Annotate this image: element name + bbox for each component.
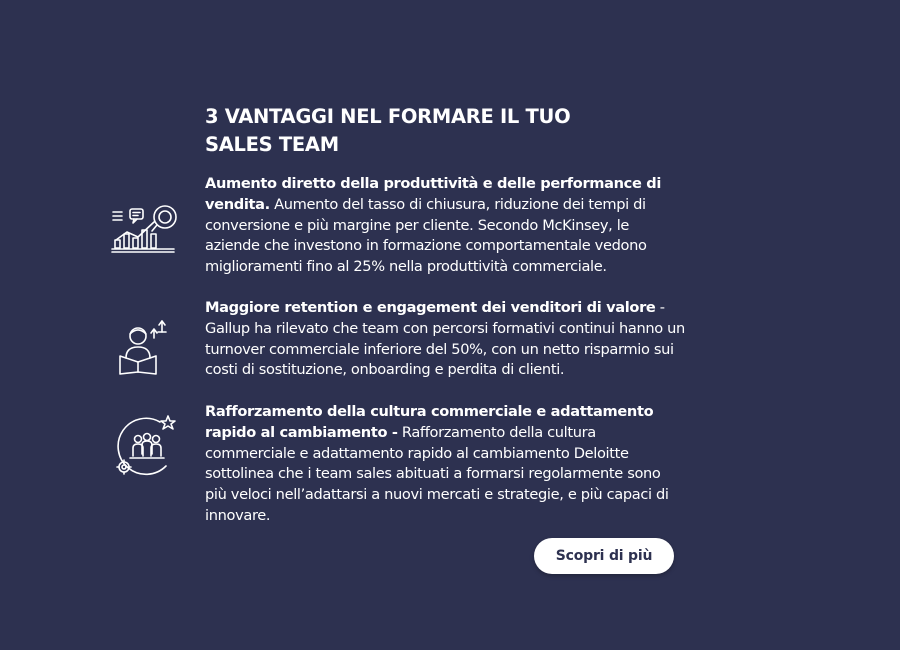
benefit-body: Aumento del tasso di chiusura, riduzione dei tempi di conversione e più margine per cliente. Secondo McKinsey, le aziende che investono in formazione comportamentale vedono miglioramenti fino al 25% nella produttività commerciale.: [205, 195, 647, 276]
benefit-body: Rafforzamento della cultura commerciale e adattamento rapido al cambiamento Deloitte sottolinea che i team sales abituati a formarsi regolarmente sono più veloci nell’adattarsi a nuovi mercati e strategie, e più capaci di innovare.: [205, 423, 669, 524]
team-culture-icon: [112, 412, 178, 478]
benefit-heading: Maggiore retention e engagement dei venditori di valore: [205, 299, 656, 316]
growth-chart-icon: [110, 202, 182, 254]
title-line-2: SALES TEAM: [205, 133, 339, 156]
benefit-retention: [205, 298, 685, 381]
discover-more-button[interactable]: Scopri di più: [534, 538, 674, 574]
benefit-culture: [205, 402, 685, 527]
benefit-productivity: [205, 174, 685, 278]
benefit-heading: Aumento diretto della produttività e delle performance di vendita.: [205, 175, 662, 213]
benefit-body: Gallup ha rilevato che team con percorsi formativi continui hanno un turnover commerciale inferiore del 50%, con un netto risparmio sui costi di sostituzione, onboarding e perdita di clienti.: [205, 319, 685, 379]
section-title: [205, 103, 585, 159]
learner-growth-icon: [114, 316, 176, 378]
benefit-separator: -: [655, 299, 665, 316]
benefit-heading: Rafforzamento della cultura commerciale e adattamento rapido al cambiamento -: [205, 403, 654, 441]
title-line-1: 3 VANTAGGI NEL FORMARE IL TUO: [205, 105, 571, 128]
